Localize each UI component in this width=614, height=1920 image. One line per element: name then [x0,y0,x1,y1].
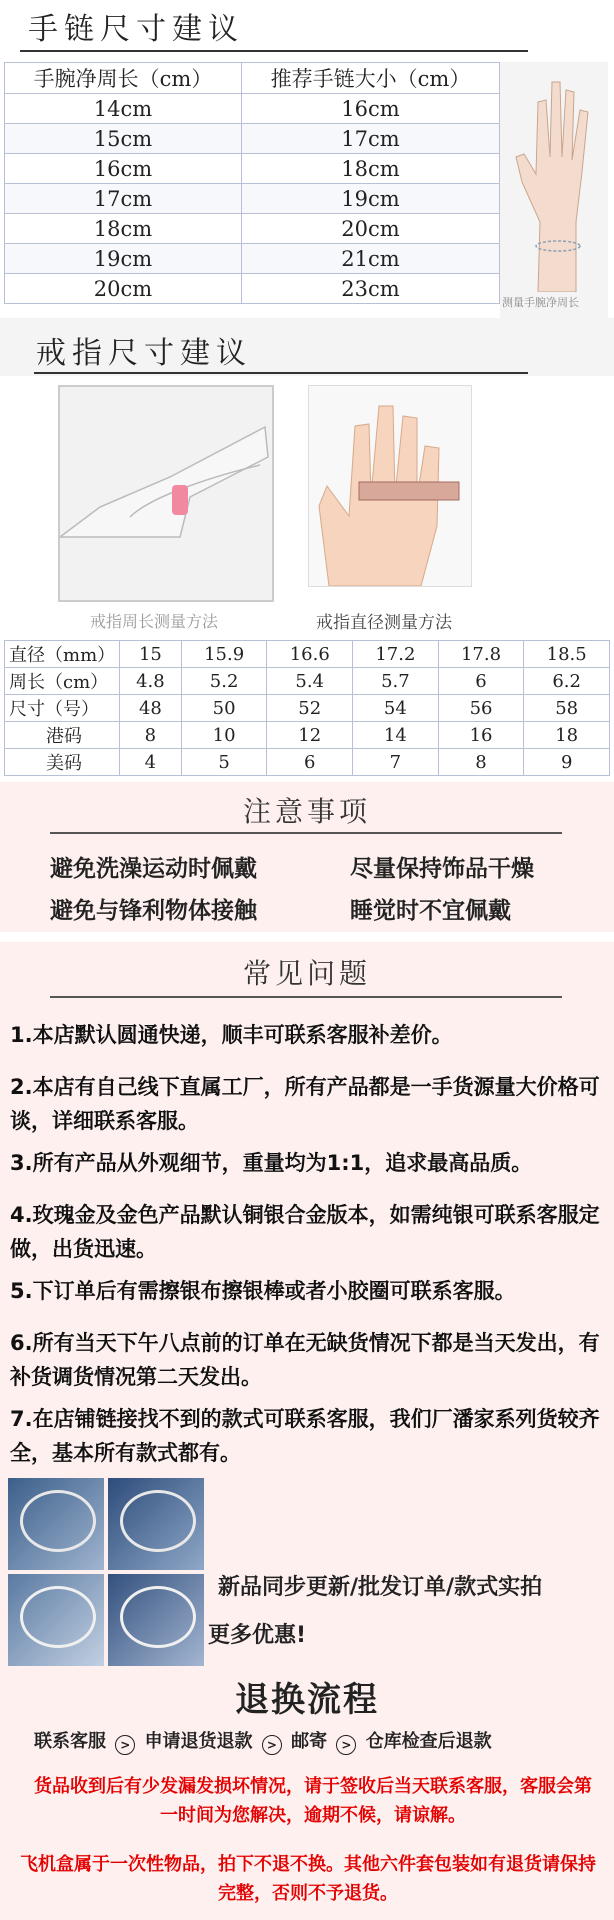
ring-diameter-illustration [308,385,472,587]
arrow-right-icon: > [336,1735,356,1755]
table-cell: 16cm [5,154,242,184]
ring-diameter-caption: 戒指直径测量方法 [316,613,452,633]
table-row [5,668,610,695]
table-cell: 50 [181,695,267,722]
table-cell: 14cm [5,94,242,124]
table-cell: 52 [267,695,353,722]
header-cell: 手腕净周长（cm） [5,63,242,94]
table-row [5,722,610,749]
finger-ruler-icon [309,386,471,586]
table-cell: 4 [120,749,182,776]
table-cell: 14 [353,722,439,749]
table-cell: 48 [120,695,182,722]
table-cell: 23cm [242,274,500,304]
product-photo [108,1478,204,1570]
header-cell: 推荐手链大小（cm） [242,63,500,94]
table-cell: 18cm [242,154,500,184]
table-row [5,695,610,722]
faq-item: 1.本店默认圆通快递，顺丰可联系客服补差价。 [10,1023,453,1047]
table-row [5,749,610,776]
row-header: 港码 [5,722,120,749]
table-cell: 5 [181,749,267,776]
ring-circumference-caption: 戒指周长测量方法 [90,612,219,631]
table-cell: 15 [120,641,182,668]
table-row [5,274,500,304]
faq-title-rule [50,996,562,998]
table-cell: 19cm [242,184,500,214]
faq-item: 4.玫瑰金及金色产品默认铜银合金版本，如需纯银可联系客服定做，出货迅速。 [10,1203,600,1261]
returns-steps [34,1727,594,1755]
table-cell: 5.7 [353,668,439,695]
table-cell: 17cm [5,184,242,214]
table-cell: 8 [120,722,182,749]
promo-line: 更多优惠! [208,1623,307,1648]
bracelet-icon [20,1490,96,1552]
table-cell: 20cm [5,274,242,304]
table-row [5,641,610,668]
step-label: 邮寄 [291,1731,328,1752]
table-cell: 4.8 [120,668,182,695]
table-cell: 9 [524,749,610,776]
table-row [5,124,500,154]
table-cell: 56 [438,695,524,722]
promo-line: 新品同步更新/批发订单/款式实拍 [218,1575,543,1600]
row-header: 直径（mm） [5,641,120,668]
table-cell: 12 [267,722,353,749]
hand-wrist-icon [500,62,608,292]
step-label: 仓库检查后退款 [365,1731,492,1752]
arrow-right-icon: > [262,1735,282,1755]
table-cell: 17.2 [353,641,439,668]
product-photo [8,1478,104,1570]
table-cell: 6 [438,668,524,695]
table-cell: 7 [353,749,439,776]
notice-title-rule [50,832,562,834]
product-photo [108,1574,204,1666]
table-row [5,154,500,184]
bracelet-title-rule [20,50,528,52]
table-cell: 16.6 [267,641,353,668]
faq-item: 2.本店有自己线下直属工厂，所有产品都是一手货源量大价格可谈，详细联系客服。 [10,1075,600,1133]
faq-title: 常见问题 [242,957,371,990]
table-cell: 15cm [5,124,242,154]
table-cell: 21cm [242,244,500,274]
table-cell: 19cm [5,244,242,274]
bracelet-icon [120,1586,196,1648]
table-cell: 58 [524,695,610,722]
ring-title: 戒指尺寸建议 [36,336,252,371]
row-header: 美码 [5,749,120,776]
table-cell: 6 [267,749,353,776]
ring-size-table [4,640,610,776]
ring-title-rule [34,372,528,374]
wrist-measure-caption: 测量手腕净周长 [502,296,579,309]
table-cell: 5.4 [267,668,353,695]
table-header-row [5,63,500,94]
notice-item: 避免洗澡运动时佩戴 [50,856,257,882]
table-cell: 16cm [242,94,500,124]
bracelet-size-table [4,62,500,304]
notice-title: 注意事项 [242,795,371,828]
product-photo [8,1574,104,1666]
ring-circumference-illustration [58,385,274,631]
faq-item: 3.所有产品从外观细节，重量均为1:1，追求最高品质。 [10,1151,533,1175]
table-cell: 17.8 [438,641,524,668]
table-cell: 18cm [5,214,242,244]
returns-notice: 货品收到后有少发漏发损坏情况，请于签收后当天联系客服，客服会第一时间为您解决，逾期不候，请谅解。 [34,1776,592,1826]
notice-item: 避免与锋利物体接触 [50,898,257,924]
wrist-measure-illustration [500,62,608,320]
table-cell: 17cm [242,124,500,154]
step-label: 联系客服 [34,1731,106,1752]
table-cell: 15.9 [181,641,267,668]
bracelet-icon [20,1586,96,1648]
table-row [5,184,500,214]
table-cell: 10 [181,722,267,749]
table-cell: 20cm [242,214,500,244]
table-cell: 5.2 [181,668,267,695]
arrow-right-icon: > [115,1735,135,1755]
table-cell: 18 [524,722,610,749]
faq-item: 6.所有当天下午八点前的订单在无缺货情况下都是当天发出，有补货调货情况第二天发出。 [10,1331,600,1389]
table-row [5,94,500,124]
table-row [5,214,500,244]
row-header: 周长（cm） [5,668,120,695]
table-cell: 16 [438,722,524,749]
faq-item: 7.在店铺链接找不到的款式可联系客服，我们厂潘家系列货较齐全，基本所有款式都有。 [10,1407,600,1465]
table-cell: 8 [438,749,524,776]
table-cell: 18.5 [524,641,610,668]
row-header: 尺寸（号） [5,695,120,722]
product-photo-grid [8,1478,204,1666]
finger-ring-icon [60,387,272,547]
returns-packaging-notice: 飞机盒属于一次性物品，拍下不退不换。其他六件套包装如有退货请保持完整，否则不予退货。 [20,1854,596,1904]
table-cell: 6.2 [524,668,610,695]
bracelet-icon [120,1490,196,1552]
returns-title: 退换流程 [235,1680,379,1720]
notice-item: 尽量保持饰品干燥 [350,856,534,882]
faq-item: 5.下订单后有需擦银布擦银棒或者小胶圈可联系客服。 [10,1279,516,1303]
table-cell: 54 [353,695,439,722]
table-row [5,244,500,274]
step-label: 申请退货退款 [144,1731,253,1752]
bracelet-title: 手链尺寸建议 [28,12,244,47]
notice-item: 睡觉时不宜佩戴 [350,898,511,924]
